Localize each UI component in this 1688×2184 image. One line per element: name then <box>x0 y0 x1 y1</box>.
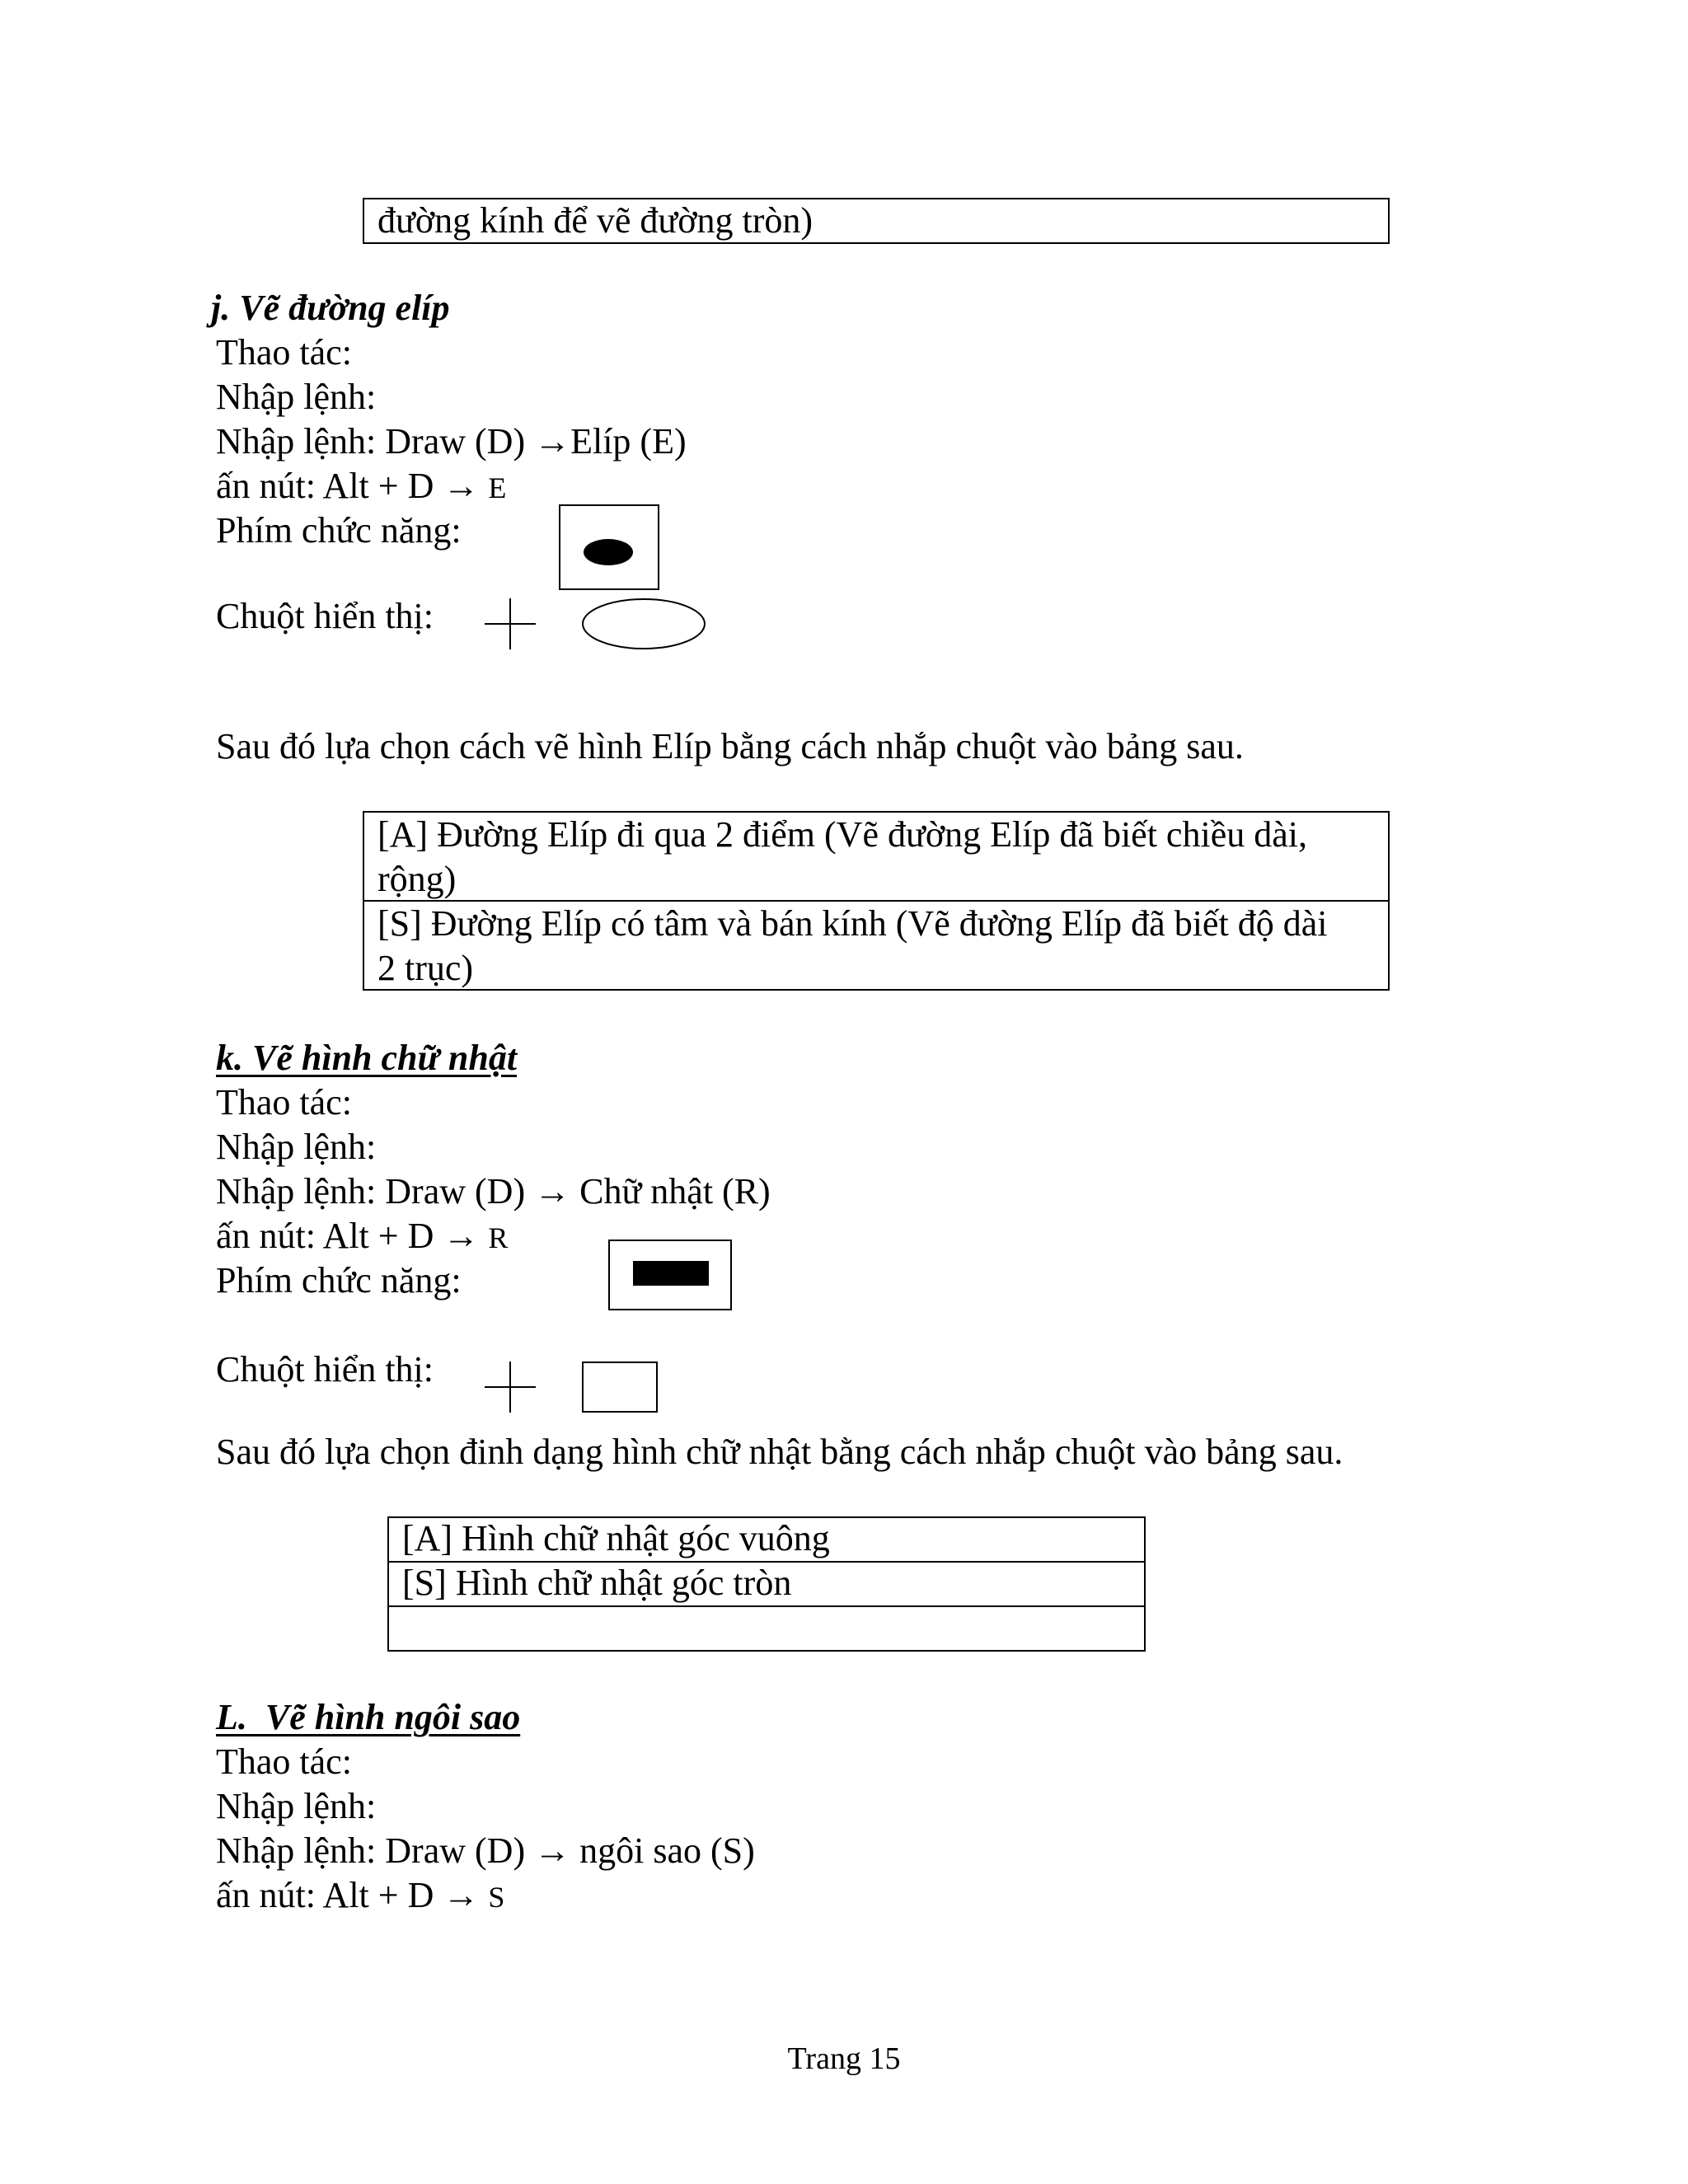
crosshair-cursor-icon <box>485 1361 536 1413</box>
section-k-chuot-hien-thi: Chuột hiển thị: <box>216 1349 434 1390</box>
section-j-heading: j. Vẽ đường elíp <box>211 288 450 328</box>
section-j-an-nut-key: E <box>488 471 507 504</box>
section-j-nhap-lenh-draw: Nhập lệnh: Draw (D) →Elíp (E) <box>216 421 687 462</box>
section-j-nhap-lenh: Nhập lệnh: <box>216 377 377 417</box>
section-k-an-nut-main: ấn nút: Alt + D → <box>216 1216 480 1256</box>
section-j-chuot-hien-thi: Chuột hiển thị: <box>216 596 434 636</box>
section-k-nhap-lenh-draw: Nhập lệnh: Draw (D) → Chữ nhật (R) <box>216 1171 771 1212</box>
section-k-note: Sau đó lựa chọn đinh dạng hình chữ nhật bằng cách nhắp chuột vào bảng sau. <box>216 1432 1343 1472</box>
section-j-an-nut <box>216 465 506 509</box>
crosshair-cursor-icon <box>485 598 536 649</box>
ellipse-option-a-line1: [A] Đường Elíp đi qua 2 điểm (Vẽ đường Elíp đã biết chiều dài, <box>377 814 1307 855</box>
rectangle-option-s: [S] Hình chữ nhật góc tròn <box>402 1563 792 1603</box>
section-k-thao-tac: Thao tác: <box>216 1082 352 1122</box>
section-l-an-nut-main: ấn nút: Alt + D → <box>216 1875 480 1915</box>
page-number: Trang 15 <box>787 2041 901 2076</box>
filled-rectangle-icon <box>633 1261 709 1286</box>
ellipse-option-a <box>363 813 1390 902</box>
ellipse-option-a-line2: rộng) <box>377 859 457 899</box>
rectangle-tool-button <box>608 1240 732 1310</box>
continuation-text: đường kính để vẽ đường tròn) <box>377 200 814 241</box>
rectangle-outline-icon <box>582 1361 658 1413</box>
section-l-nhap-lenh-draw: Nhập lệnh: Draw (D) → ngôi sao (S) <box>216 1830 755 1871</box>
section-k-heading: k. Vẽ hình chữ nhật <box>216 1038 518 1078</box>
section-k-nhap-lenh: Nhập lệnh: <box>216 1127 377 1167</box>
rectangle-option-a: [A] Hình chữ nhật góc vuông <box>402 1518 830 1558</box>
ellipse-outline-icon <box>580 597 707 651</box>
ellipse-option-s-line1: [S] Đường Elíp có tâm và bán kính (Vẽ đường Elíp đã biết độ dài <box>377 903 1328 944</box>
section-k-phim-chuc-nang: Phím chức năng: <box>216 1260 462 1301</box>
rectangle-options-divider-2 <box>387 1605 1146 1607</box>
section-j-thao-tac: Thao tác: <box>216 332 352 373</box>
section-k-an-nut <box>216 1215 508 1259</box>
ellipse-option-s <box>363 902 1390 991</box>
section-l-an-nut-key: S <box>488 1881 505 1914</box>
section-l-thao-tac: Thao tác: <box>216 1741 352 1782</box>
section-j-note: Sau đó lựa chọn cách vẽ hình Elíp bằng cách nhắp chuột vào bảng sau. <box>216 726 1244 766</box>
ellipse-tool-button <box>559 504 659 590</box>
section-j-an-nut-main: ấn nút: Alt + D → <box>216 466 480 506</box>
section-l-an-nut <box>216 1874 504 1919</box>
ellipse-option-s-line2: 2 trục) <box>377 948 474 988</box>
section-k-an-nut-key: R <box>488 1221 509 1254</box>
section-j-phim-chuc-nang: Phím chức năng: <box>216 510 462 551</box>
filled-ellipse-icon <box>560 506 658 588</box>
section-l-heading: L. Vẽ hình ngôi sao <box>216 1697 521 1737</box>
section-l-nhap-lenh: Nhập lệnh: <box>216 1786 377 1826</box>
